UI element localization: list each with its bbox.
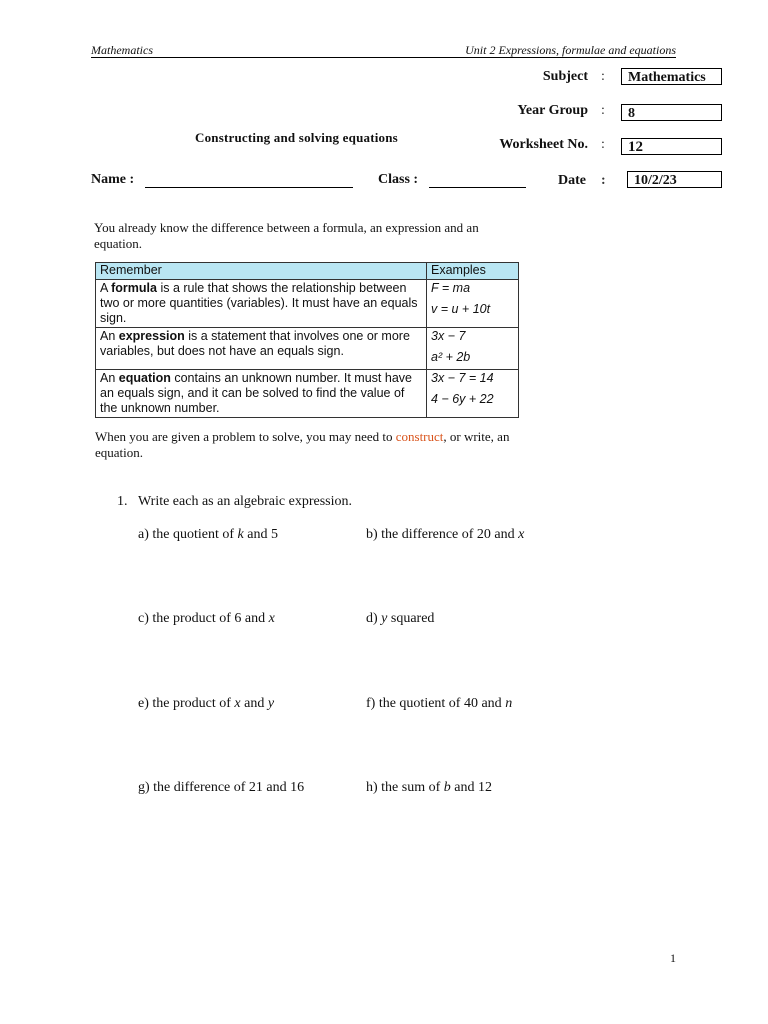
header-rule bbox=[91, 57, 676, 58]
page-number: 1 bbox=[670, 951, 676, 965]
year-colon: : bbox=[601, 103, 605, 118]
item-d: d) y squared bbox=[366, 611, 435, 626]
question-prompt: Write each as an algebraic expression. bbox=[138, 494, 352, 509]
date-field[interactable]: 10/2/23 bbox=[627, 171, 722, 188]
class-line[interactable] bbox=[429, 187, 526, 188]
construct-note: When you are given a problem to solve, you may need to construct, or write, an equation. bbox=[95, 429, 510, 460]
construct-highlight: construct bbox=[395, 429, 444, 444]
item-f: f) the quotient of 40 and n bbox=[366, 696, 513, 711]
worksheet-title: Constructing and solving equations bbox=[195, 130, 398, 145]
subject-field[interactable]: Mathematics bbox=[621, 68, 722, 85]
name-label: Name : bbox=[91, 172, 135, 187]
equation-examples: 3x − 7 = 14 4 − 6y + 22 bbox=[427, 370, 519, 418]
date-label: Date bbox=[558, 173, 586, 188]
header-subject: Mathematics bbox=[91, 43, 153, 57]
question-number: 1. bbox=[117, 494, 128, 509]
year-group-field[interactable]: 8 bbox=[621, 104, 722, 121]
year-group-label: Year Group bbox=[517, 103, 588, 118]
subject-colon: : bbox=[601, 69, 605, 84]
item-a: a) the quotient of k and 5 bbox=[138, 527, 278, 542]
item-b: b) the difference of 20 and x bbox=[366, 527, 525, 542]
subject-label: Subject bbox=[542, 69, 588, 84]
equation-definition: An equation contains an unknown number. It must have an equals sign, and it can be solved to find the value of the unknown number. bbox=[96, 370, 427, 418]
item-e: e) the product of x and y bbox=[138, 696, 275, 711]
item-h: h) the sum of b and 12 bbox=[366, 780, 492, 795]
header-unit: Unit 2 Expressions, formulae and equations bbox=[465, 43, 676, 57]
item-c: c) the product of 6 and x bbox=[138, 611, 275, 626]
formula-definition: A formula is a rule that shows the relationship between two or more quantities (variables). It must have an equals sign. bbox=[96, 280, 427, 328]
expression-examples: 3x − 7 a² + 2b bbox=[427, 328, 519, 370]
table-row bbox=[96, 280, 519, 328]
remember-table bbox=[95, 262, 519, 418]
table-row bbox=[96, 328, 519, 370]
worksheet-colon: : bbox=[601, 137, 605, 152]
item-g: g) the difference of 21 and 16 bbox=[138, 780, 305, 795]
formula-examples: F = ma v = u + 10t bbox=[427, 280, 519, 328]
intro-text: You already know the difference between a formula, an expression and an equation. bbox=[94, 220, 479, 251]
expression-definition: An expression is a statement that involves one or more variables, but does not have an equals sign. bbox=[96, 328, 427, 370]
remember-header: Remember bbox=[96, 263, 427, 280]
worksheet-number-label: Worksheet No. bbox=[499, 137, 588, 152]
worksheet-number-field[interactable]: 12 bbox=[621, 138, 722, 155]
date-colon: : bbox=[601, 173, 606, 188]
examples-header: Examples bbox=[427, 263, 519, 280]
table-row bbox=[96, 370, 519, 418]
name-line[interactable] bbox=[145, 187, 353, 188]
class-label: Class : bbox=[378, 172, 419, 187]
